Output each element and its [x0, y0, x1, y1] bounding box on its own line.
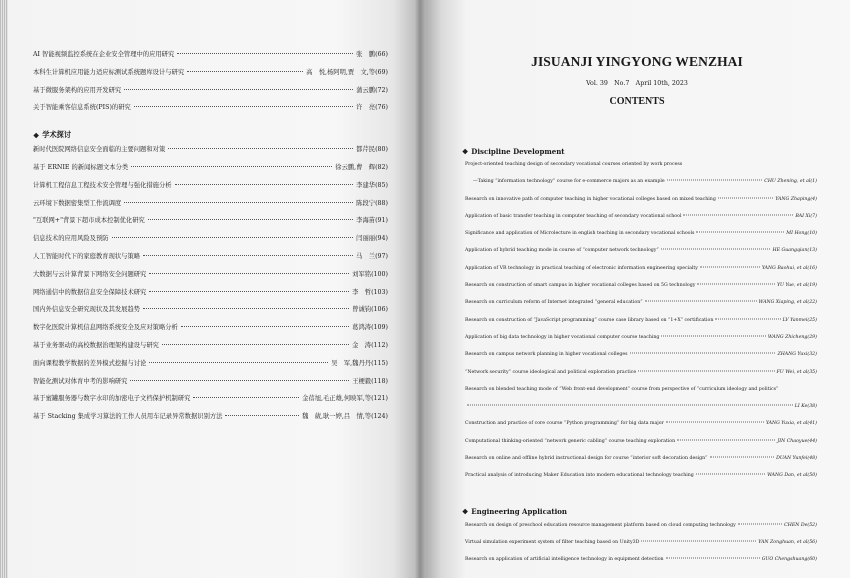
entry-authors-page: 都芹民(80)	[356, 146, 388, 154]
toc-entry	[465, 197, 817, 214]
entry-authors-page: WANG Xiaping, et al(22)	[758, 300, 817, 306]
entry-title: 新时代医院网络信息安全面临的主要问题和对策	[33, 146, 166, 154]
leader-dots	[124, 89, 353, 90]
entry-authors-page: 刘军铭(100)	[352, 270, 388, 278]
leader-dots	[667, 180, 763, 181]
toc-entry	[465, 231, 817, 248]
journal-title: JISUANJI YINGYONG WENZHAI	[531, 54, 743, 69]
toc-entry	[33, 393, 388, 411]
volume-line: Vol. 39 No.7 April 10th, 2023	[586, 80, 688, 87]
leader-dots	[661, 249, 771, 250]
entry-title: Project-oriented teaching design of secondary vocational courses oriented by work process	[465, 162, 683, 167]
leader-dots	[168, 148, 353, 149]
entry-authors-page: 葛鸿涛(109)	[352, 324, 388, 332]
leader-dots	[467, 405, 793, 406]
toc-entry	[465, 473, 817, 490]
entry-authors-page: 闫丽丽(94)	[356, 235, 388, 243]
toc-entry	[465, 179, 817, 196]
entry-title: 计算机工程信息工程技术安全管理与强化措施分析	[33, 181, 172, 189]
section-heading	[462, 505, 817, 519]
toc-entry	[33, 376, 388, 394]
toc-entry	[465, 352, 817, 369]
entry-authors-page: 曾诚钧(106)	[352, 306, 388, 314]
entry-authors-page: 陈段宁(88)	[356, 199, 388, 207]
entry-title: Research on campus network planning in higher vocational colleges	[465, 352, 628, 358]
leader-dots	[645, 301, 757, 302]
entry-authors-page: YANG Yuxia, et al(41)	[765, 421, 817, 427]
leader-dots	[666, 558, 760, 559]
leader-dots	[666, 422, 764, 423]
toc-entry	[465, 283, 817, 300]
entry-title: 网络通信中的数据信息安全保障技术研究	[33, 288, 147, 296]
entry-title: Research on blended teaching mode of “Web front-end development” course from perspective of “curriculum ideology and politics”	[465, 386, 779, 392]
leader-dots	[710, 457, 775, 458]
entry-authors-page: 徐云鹏,曹 辉(82)	[335, 163, 388, 171]
entry-authors-page: 高 悦,杨阿明,贾 文,等(69)	[306, 68, 388, 76]
leader-dots	[738, 523, 782, 524]
leader-dots	[149, 291, 349, 292]
leader-dots	[697, 284, 775, 285]
leader-dots	[130, 380, 349, 381]
leader-dots	[162, 344, 349, 345]
leader-dots	[630, 353, 776, 354]
entry-authors-page: ZHANG Yuxi(32)	[777, 352, 817, 358]
entry-authors-page: GUO Chengshuang(60)	[761, 557, 817, 563]
leader-dots	[149, 362, 328, 363]
section-heading	[33, 126, 388, 144]
entry-authors-page: 王梗毅(118)	[352, 377, 388, 385]
leader-dots	[124, 202, 353, 203]
entry-title: “Network security” course ideological and political exploration practice	[465, 369, 637, 375]
toc-entry	[465, 318, 817, 335]
toc-entry	[33, 49, 388, 67]
toc-entry	[33, 144, 388, 162]
entry-authors-page: CHU Zhening, et al(1)	[764, 179, 817, 185]
toc-entry	[33, 251, 388, 269]
entry-authors-page: 李 哲(103)	[352, 288, 388, 296]
entry-authors-page: WANG Dan, et al(50)	[767, 473, 817, 479]
entry-authors-page: FU Wei, et al(35)	[776, 369, 817, 375]
entry-authors-page: 金蓓旭,毛正雄,何映军,等(121)	[302, 395, 388, 403]
toc-entry	[465, 248, 817, 265]
entry-title: Research on design of preschool education resource management platform based on cloud computing technology	[465, 522, 736, 528]
toc-entry	[465, 439, 817, 456]
toc-entry	[33, 304, 388, 322]
entry-title: 云环境下数据密集型工作流调度	[33, 199, 122, 207]
diamond-cross-icon: ❖	[462, 146, 469, 156]
entry-title: 基于 ERNIE 的新闻标题文本分类	[33, 163, 129, 171]
toc-entry	[465, 557, 817, 574]
leader-dots	[661, 335, 765, 336]
entry-authors-page: CHEN De(52)	[784, 522, 817, 528]
entry-authors-page: JIN Chaoyue(44)	[777, 438, 817, 444]
leader-dots	[683, 214, 793, 215]
toc-entry	[33, 358, 388, 376]
entry-title: 本科生计算机应用能力适应标测试系统题库设计与研究	[33, 68, 185, 76]
entry-authors-page: 金 涛(112)	[352, 341, 388, 349]
toc-entry	[33, 67, 388, 85]
entry-title: Significance and application of Microlecture in english teaching in secondary vocational schools	[465, 231, 695, 237]
toc-entry	[33, 269, 388, 287]
toc-entry	[33, 180, 388, 198]
entry-authors-page: 马 兰(97)	[356, 252, 388, 260]
leader-dots	[149, 273, 349, 274]
entry-title: —Taking “information technology” course for e-commerce majors as an example	[473, 179, 665, 185]
toc-entry	[465, 162, 817, 179]
left-toc-list	[33, 49, 388, 429]
entry-authors-page: DUAN Yunfei(48)	[776, 456, 817, 462]
entry-title: 基于微服务架构的应用开发研究	[33, 86, 122, 94]
entry-authors-page: 魏 葳,耿一婷,吕 情,等(124)	[302, 413, 388, 421]
entry-authors-page: 张 鹏(66)	[356, 51, 388, 58]
entry-title: 信息技术的应用风险及预防	[33, 235, 109, 243]
toc-entry	[465, 214, 817, 231]
entry-title: Research on application of artificial intelligence technology in equipment detection	[465, 557, 664, 563]
section-heading-text: Discipline Development	[471, 146, 565, 156]
leader-dots	[143, 308, 349, 309]
entry-authors-page: 许 亮(76)	[356, 104, 388, 112]
entry-title: "互联网+"背景下超市成本控制优化研究	[33, 217, 145, 225]
leader-dots	[177, 53, 353, 54]
toc-entry	[465, 370, 817, 387]
entry-authors-page: YAN Zonghuan, et al(56)	[758, 539, 817, 545]
entry-title: 关于智能乘客信息系统(PIS)的研究	[33, 104, 131, 112]
leader-dots	[641, 540, 756, 541]
toc-entry	[33, 322, 388, 340]
entry-authors-page: MI Hong(10)	[786, 231, 817, 237]
entry-authors-page: 吴 军,魏丹丹(115)	[331, 359, 388, 367]
entry-title: 基于业务驱动的高校数据治理架构建设与研究	[33, 341, 159, 349]
section-heading	[462, 144, 817, 158]
entry-title: Computational thinking-oriented “network generic cabling” course teaching exploration	[465, 438, 676, 444]
leader-dots	[175, 184, 354, 185]
entry-authors-page: YU Yue, et al(19)	[776, 283, 817, 289]
entry-authors-page: YANG Baohui, et al(16)	[761, 265, 817, 271]
entry-authors-page: BAI Xi(7)	[795, 213, 817, 219]
section-heading-text: Engineering Application	[471, 507, 568, 517]
toc-entry	[33, 287, 388, 305]
leader-dots	[187, 71, 303, 72]
leader-dots	[700, 266, 760, 267]
toc-entry	[465, 540, 817, 557]
entry-authors-page: 蒲云鹏(72)	[356, 86, 388, 94]
toc-entry	[465, 421, 817, 438]
toc-entry	[465, 387, 817, 404]
leader-dots	[677, 439, 775, 440]
leader-dots	[134, 106, 353, 107]
leader-dots	[148, 219, 353, 220]
entry-title: 基于 Stacking 集成学习算法的工作人员用车记录异常数据识别方法	[33, 413, 223, 421]
leader-dots	[112, 237, 354, 238]
entry-authors-page: HE Guangqian(13)	[772, 248, 817, 254]
entry-title: Application of big data technology in higher vocational computer course teaching	[465, 334, 660, 340]
toc-entry	[465, 523, 817, 540]
entry-title: 人工智能时代下的家庭教育现状与策略	[33, 252, 141, 260]
toc-entry	[33, 411, 388, 429]
entry-title: 国内外信息安全研究现状及其发展趋势	[33, 306, 141, 314]
leader-dots	[718, 197, 773, 198]
entry-title: Practical analysis of introducing Maker Education into modern educational technology teaching	[465, 473, 694, 479]
entry-authors-page: 李海苗(91)	[356, 217, 388, 225]
toc-entry	[465, 404, 817, 421]
entry-authors-page: LI Ke(38)	[794, 404, 817, 410]
toc-entry	[33, 215, 388, 233]
leader-dots	[638, 370, 774, 371]
entry-title: Application of basic transfer teaching in computer teaching of secondary vocational school	[465, 213, 682, 219]
leader-dots	[193, 397, 299, 398]
toc-entry	[465, 456, 817, 473]
entry-authors-page: LV Yanmei(25)	[782, 317, 817, 323]
leader-dots	[225, 415, 299, 416]
toc-entry	[465, 266, 817, 283]
entry-authors-page: YANG Zhaping(4)	[775, 196, 817, 202]
toc-entry	[465, 300, 817, 317]
contents-heading: CONTENTS	[609, 96, 665, 107]
entry-title: 智能化测试对体育中考的影响研究	[33, 377, 128, 385]
toc-entry	[33, 198, 388, 216]
entry-title: Application of hybrid teaching mode in course of “computer network technology”	[465, 248, 659, 254]
entry-title: Construction and practice of core course “Python programming” for big data major	[465, 421, 664, 427]
toc-entry	[33, 85, 388, 103]
toc-entry	[33, 233, 388, 251]
entry-title: Research on online and offline hybrid instructional design for course “interior soft decoration design”	[465, 456, 708, 462]
entry-title: 基于蜜罐服务器与数字水印的加密电子文档保护机制研究	[33, 395, 191, 403]
toc-entry	[33, 340, 388, 358]
entry-title: Virtual simulation experiment system of filter teaching based on Unity3D	[465, 539, 640, 545]
section-gap	[465, 491, 817, 505]
diamond-cross-icon: ❖	[462, 507, 469, 517]
entry-title: 大数据与云计算背景下网络安全问题研究	[33, 270, 147, 278]
entry-title: 数字化医院计算机信息网络系统安全及应对策略分析	[33, 324, 178, 332]
page-edge-left	[0, 0, 8, 578]
entry-title: 面向课程教学数据的差异模式挖掘与讨论	[33, 359, 147, 367]
entry-authors-page: WANG Zhicheng(29)	[767, 334, 817, 340]
toc-entry	[33, 102, 388, 120]
toc-entry	[465, 335, 817, 352]
toc-entry	[33, 162, 388, 180]
entry-authors-page: 李建华(85)	[356, 181, 388, 189]
entry-title: Application of VR technology in practical teaching of electronic information engineering specialty	[465, 265, 698, 271]
entry-title: AI 智能视频监控系统在企业安全管理中的应用研究	[33, 51, 175, 58]
entry-title: Research on curriculum reform of Internet integrated “general education”	[465, 300, 643, 306]
entry-title: Research on innovative path of computer teaching in higher vocational colleges based on mixed teaching	[465, 196, 716, 202]
diamond-cross-icon: ❖	[33, 130, 40, 140]
leader-dots	[131, 166, 332, 167]
leader-dots	[715, 318, 780, 319]
leader-dots	[143, 255, 353, 256]
leader-dots	[696, 232, 784, 233]
leader-dots	[696, 474, 765, 475]
entry-title: Research on construction of smart campus in higher vocational colleges based on 5G technology	[465, 283, 696, 289]
section-heading-text: 学术探讨	[42, 130, 72, 140]
leader-dots	[181, 326, 349, 327]
entry-title: Research on construction of “JavaScript programming” course case library based on “1+X” certification	[465, 317, 714, 323]
right-toc-list	[462, 144, 817, 575]
